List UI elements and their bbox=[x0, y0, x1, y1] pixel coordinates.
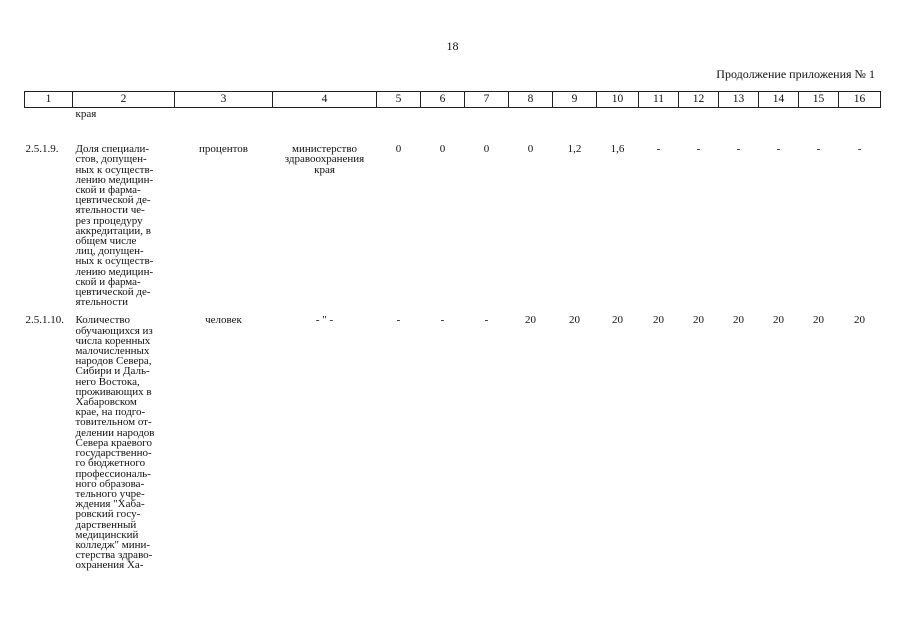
column-header: 4 bbox=[273, 92, 377, 108]
row-number: 2.5.1.10. bbox=[25, 314, 64, 327]
column-header: 7 bbox=[465, 92, 509, 108]
row-value: 20 bbox=[854, 314, 865, 327]
row-value: - bbox=[736, 143, 741, 156]
row-unit: человек bbox=[205, 314, 242, 327]
row-value: - bbox=[816, 143, 821, 156]
row-value: 0 bbox=[483, 143, 490, 156]
row-value: 0 bbox=[439, 143, 446, 156]
column-header: 14 bbox=[759, 92, 799, 108]
row-value: 20 bbox=[612, 314, 623, 327]
column-header: 2 bbox=[73, 92, 175, 108]
column-header: 10 bbox=[597, 92, 639, 108]
row-value: 20 bbox=[813, 314, 824, 327]
column-header: 5 bbox=[377, 92, 421, 108]
row-value: 20 bbox=[773, 314, 784, 327]
row-value: - bbox=[440, 314, 445, 327]
row-value: 1,6 bbox=[610, 143, 625, 156]
page-number: 18 bbox=[446, 39, 459, 53]
row-value: - bbox=[396, 314, 401, 327]
row-value: 1,2 bbox=[567, 143, 582, 156]
row-indicator-name: Количество обучающихся из числа коренных малочисленных народов Севера, Сибири и Даль- него Востока, проживающих в Хабаровском крае, на подго- товительном от- делении народов Севера краевого государственно- го бюджетного профессиональ- ного образова- тельного учре- ждения "Хаба- ровский госу- дарственный медицинский колледж" мини- стерства здраво- охранения Ха- bbox=[75, 314, 155, 572]
column-header: 15 bbox=[799, 92, 839, 108]
row-value: - bbox=[857, 143, 862, 156]
column-header: 8 bbox=[509, 92, 553, 108]
column-header: 9 bbox=[553, 92, 597, 108]
row-number: 2.5.1.9. bbox=[25, 143, 59, 156]
table-row bbox=[25, 315, 881, 570]
row-value: - bbox=[656, 143, 661, 156]
column-header: 13 bbox=[719, 92, 759, 108]
row-value: 20 bbox=[693, 314, 704, 327]
row-value: 0 bbox=[395, 143, 402, 156]
row-value: - bbox=[696, 143, 701, 156]
row-executor: - " - bbox=[315, 314, 334, 327]
row-value: 20 bbox=[653, 314, 664, 327]
row-unit: процентов bbox=[199, 143, 248, 156]
table-row bbox=[25, 144, 881, 307]
row-value: 20 bbox=[733, 314, 744, 327]
column-header: 12 bbox=[679, 92, 719, 108]
column-header: 6 bbox=[421, 92, 465, 108]
row-value: - bbox=[484, 314, 489, 327]
row-executor: министерство здравоохранения края bbox=[284, 143, 365, 176]
row-value: - bbox=[776, 143, 781, 156]
column-header: 16 bbox=[839, 92, 881, 108]
data-table bbox=[24, 91, 881, 571]
carry-over-text: края bbox=[75, 108, 97, 120]
row-indicator-name: Доля специали- стов, допущен- ных к осуществ- лению медицин- ской и фарма- цевтической де- ятельности че- рез процедуру аккредитации, в общем числе лиц, допущен- ных к осуществ- лению медицин- ской и фарма- цевтической де- ятельности bbox=[75, 143, 154, 309]
column-header-row bbox=[25, 92, 881, 108]
row-value: 20 bbox=[525, 314, 536, 327]
column-header: 3 bbox=[175, 92, 273, 108]
row-value: 0 bbox=[527, 143, 534, 156]
column-header: 11 bbox=[639, 92, 679, 108]
column-header: 1 bbox=[25, 92, 73, 108]
row-value: 20 bbox=[569, 314, 580, 327]
continuation-label: Продолжение приложения № 1 bbox=[716, 67, 875, 81]
carry-over-row bbox=[25, 108, 881, 120]
